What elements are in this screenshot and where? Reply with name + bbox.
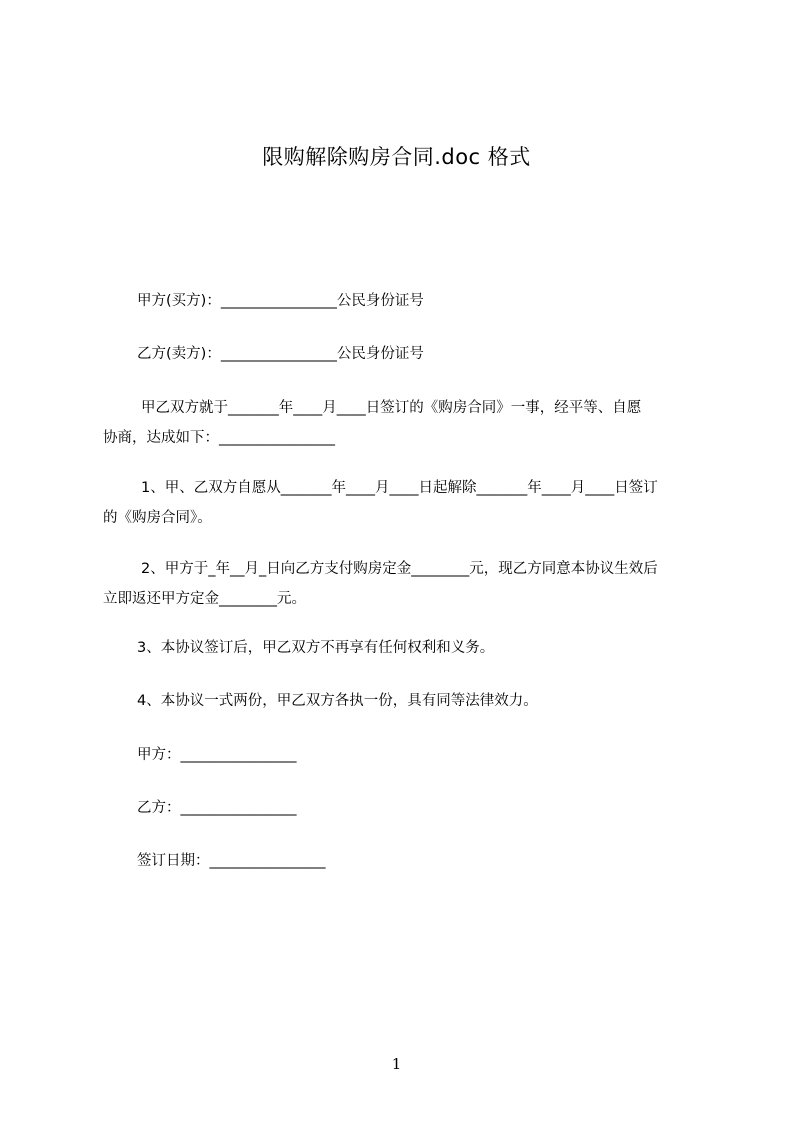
party-b-line: 乙方(卖方)：________________公民身份证号 [137,346,424,362]
page-number: 1 [391,1055,402,1073]
signature-date: 签订日期：________________ [137,853,326,869]
clause-1 [103,473,707,533]
document-title: 限购解除购房合同.doc 格式 [262,145,531,169]
signature-party-b: 乙方：________________ [137,800,297,816]
clause-1-line-2: 的《购房合同》。 [103,510,212,526]
signature-party-a: 甲方：________________ [137,747,297,763]
clause-2-line-2: 立即返还甲方定金________元。 [103,591,306,607]
clause-3: 3、本协议签订后，甲乙双方不再享有任何权利和义务。 [137,640,495,656]
clause-2-line-1: 2、甲方于_年__月_日向乙方支付购房定金________元，现乙方同意本协议生效后 [141,561,658,577]
intro-paragraph [103,393,707,453]
clause-4: 4、本协议一式两份，甲乙双方各执一份，具有同等法律效力。 [137,693,538,709]
clause-2 [103,554,707,614]
party-a-line: 甲方(买方)：________________公民身份证号 [137,293,424,309]
intro-line-2: 协商，达成如下：________________ [103,430,335,446]
intro-line-1: 甲乙双方就于_______年____月____日签订的《购房合同》一事，经平等、自愿 [141,400,642,416]
clause-1-line-1: 1、甲、乙双方自愿从_______年____月____日起解除_______年____月____日签订 [141,480,658,496]
